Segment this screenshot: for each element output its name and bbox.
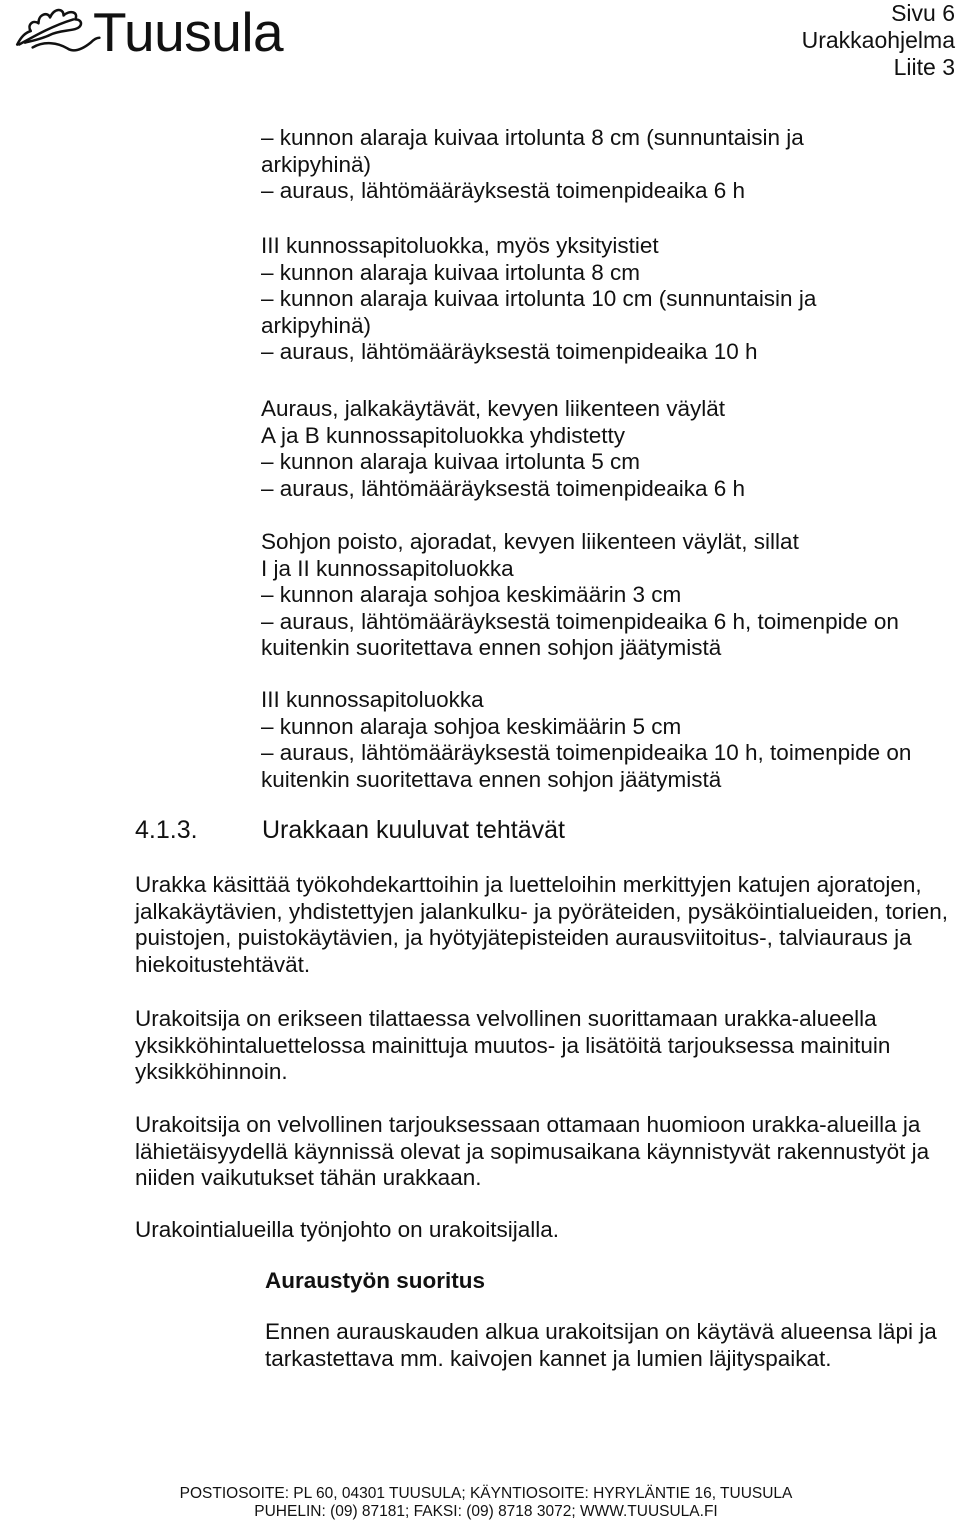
footer-contact-info: PUHELIN: (09) 87181; FAKSI: (09) 8718 3072; WWW.TUUSULA.FI xyxy=(254,1503,718,1520)
nearby-works-paragraph xyxy=(135,1112,929,1192)
requirement-line: arkipyhinä) xyxy=(261,151,372,177)
requirement-line: kuitenkin suoritettava ennen sohjon jäätymistä xyxy=(261,766,722,792)
requirement-line: – kunnon alaraja sohjoa keskimäärin 3 cm xyxy=(261,582,682,608)
requirement-heading: III kunnossapitoluokka xyxy=(261,687,484,712)
paragraph-line: jalkakäytävien, yhdistettyjen jalankulku- ja pyöräteiden, pysäköintialueiden, torien, xyxy=(135,898,948,924)
paragraph-line: yksikköhintaluettelossa mainittuja muutos- ja lisätöitä tarjouksessa mainituin xyxy=(135,1032,891,1058)
document-meta xyxy=(802,0,955,81)
requirement-line: – kunnon alaraja kuivaa irtolunta 5 cm xyxy=(261,449,640,475)
scope-paragraph xyxy=(135,872,948,978)
requirement-line: – kunnon alaraja kuivaa irtolunta 10 cm (sunnuntaisin ja xyxy=(261,286,817,312)
paragraph-line: Urakka käsittää työkohdekarttoihin ja luetteloihin merkittyjen katujen ajoratojen, xyxy=(135,872,922,897)
paragraph-line: Urakointialueilla työnjohto on urakoitsijalla. xyxy=(135,1217,559,1242)
requirement-heading: I ja II kunnossapitoluokka xyxy=(261,555,514,581)
paragraph-line: tarkastettava mm. kaivojen kannet ja lumien läjityspaikat. xyxy=(265,1345,832,1371)
slush-removal-class-iii xyxy=(261,687,911,793)
appendix-label: Liite 3 xyxy=(893,54,955,80)
inspection-paragraph xyxy=(265,1319,937,1372)
requirement-heading: Auraus, jalkakäytävät, kevyen liikenteen väylät xyxy=(261,396,725,421)
requirement-line: – auraus, lähtömääräyksestä toimenpideaika 10 h, toimenpide on xyxy=(261,740,912,766)
paragraph-line: hiekoitustehtävät. xyxy=(135,951,311,977)
paragraph-line: Ennen aurauskauden alkua urakoitsijan on käytävä alueensa läpi ja xyxy=(265,1319,937,1344)
paragraph-line: niiden vaikutukset tähän urakkaan. xyxy=(135,1165,482,1191)
sidewalk-plowing-requirements xyxy=(261,396,745,502)
maintenance-class-iii-roads xyxy=(261,233,816,366)
requirement-line: – auraus, lähtömääräyksestä toimenpideaika 10 h xyxy=(261,339,758,365)
slush-removal-class-i-ii xyxy=(261,529,899,662)
requirement-line: arkipyhinä) xyxy=(261,312,372,338)
document-title: Urakkaohjelma xyxy=(801,27,955,53)
paragraph-line: Urakoitsija on velvollinen tarjouksessaan ottamaan huomioon urakka-alueilla ja xyxy=(135,1112,921,1137)
requirement-heading: III kunnossapitoluokka, myös yksityistiet xyxy=(261,233,659,258)
requirement-line: – kunnon alaraja kuivaa irtolunta 8 cm (sunnuntaisin ja xyxy=(261,125,804,150)
supervision-paragraph xyxy=(135,1217,559,1244)
requirement-line: – kunnon alaraja kuivaa irtolunta 8 cm xyxy=(261,259,640,285)
page-footer xyxy=(12,1485,960,1521)
requirement-line: – auraus, lähtömääräyksestä toimenpideaika 6 h, toimenpide on xyxy=(261,608,899,634)
additional-work-paragraph xyxy=(135,1006,890,1086)
maintenance-class-continuation xyxy=(261,125,804,205)
requirement-heading: A ja B kunnossapitoluokka yhdistetty xyxy=(261,422,625,448)
section-number: 4.1.3. xyxy=(135,816,198,844)
requirement-line: kuitenkin suoritettava ennen sohjon jäätymistä xyxy=(261,635,722,661)
requirement-heading: Sohjon poisto, ajoradat, kevyen liikenteen väylät, sillat xyxy=(261,529,799,554)
requirement-line: – auraus, lähtömääräyksestä toimenpideaika 6 h xyxy=(261,475,746,501)
paragraph-line: puistojen, puistokäytävien, ja hyötyjätepisteiden aurausviitoitus-, talviauraus ja xyxy=(135,925,912,951)
paragraph-line: Urakoitsija on erikseen tilattaessa velvollinen suorittamaan urakka-alueella xyxy=(135,1006,877,1031)
footer-postal-address: POSTIOSOITE: PL 60, 04301 TUUSULA; KÄYNTIOSOITE: HYRYLÄNTIE 16, TUUSULA xyxy=(179,1485,793,1502)
subsection-title: Auraustyön suoritus xyxy=(265,1268,486,1293)
oak-leaf-icon xyxy=(2,2,102,60)
logo-wordmark: Tuusula xyxy=(93,1,284,63)
paragraph-line: lähietäisyydellä käynnissä olevat ja sopimusaikana käynnistyvät rakennustyöt ja xyxy=(135,1138,930,1164)
section-title: Urakkaan kuuluvat tehtävät xyxy=(262,816,565,844)
page-number: Sivu 6 xyxy=(891,0,955,26)
requirement-line: – kunnon alaraja sohjoa keskimäärin 5 cm xyxy=(261,713,682,739)
paragraph-line: yksikköhinnoin. xyxy=(135,1059,288,1085)
requirement-line: – auraus, lähtömääräyksestä toimenpideaika 6 h xyxy=(261,178,746,204)
